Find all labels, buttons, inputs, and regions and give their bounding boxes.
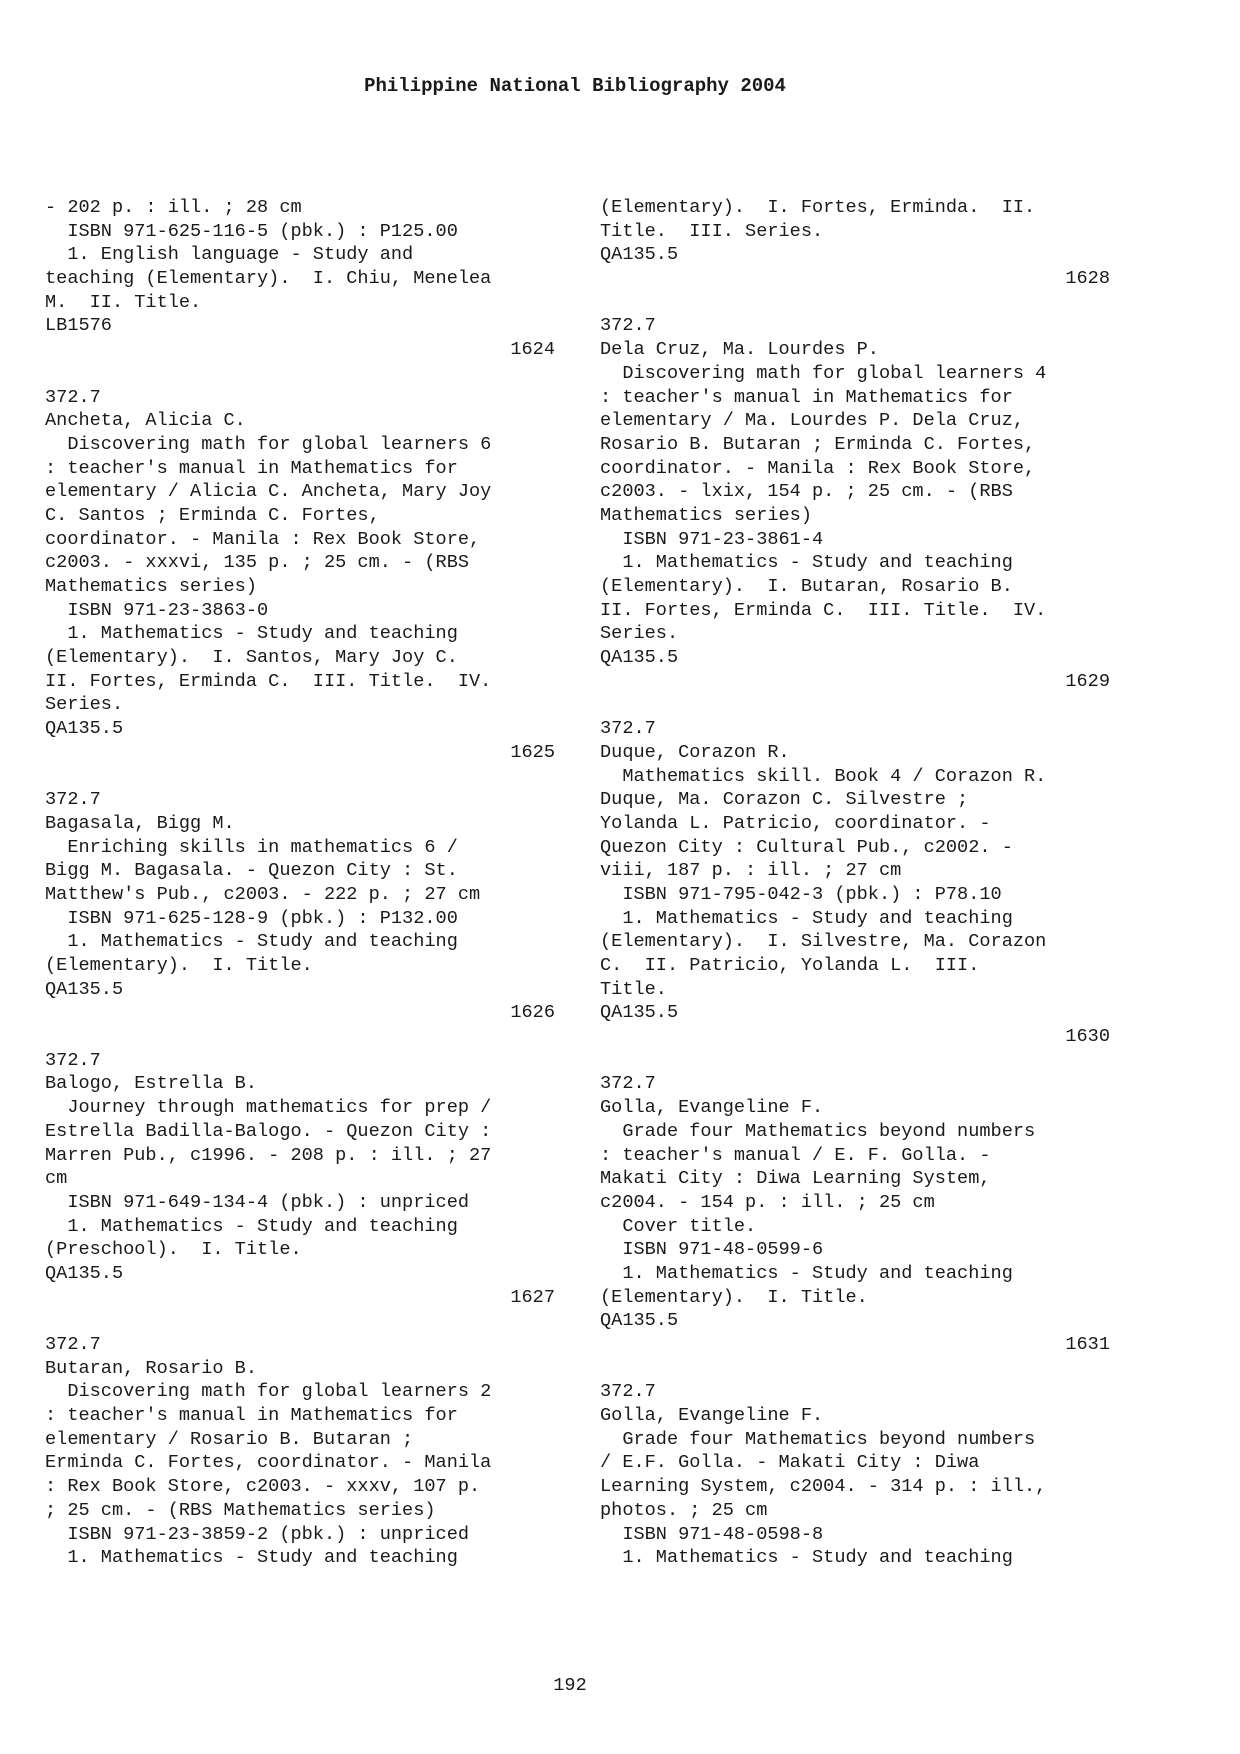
- entry-number: 1630: [1065, 1026, 1110, 1048]
- bibliography-line: C. Santos ; Erminda C. Fortes,: [45, 504, 380, 526]
- bibliography-line: 1. English language - Study and: [45, 244, 414, 266]
- bibliography-line: Bagasala, Bigg M.: [45, 812, 235, 834]
- bibliography-line: Series.: [45, 694, 124, 716]
- bibliography-line: / E.F. Golla. - Makati City : Diwa: [600, 1452, 980, 1474]
- bibliography-line: Journey through mathematics for prep /: [45, 1097, 492, 1119]
- bibliography-line: ISBN 971-23-3863-0: [45, 599, 269, 621]
- bibliography-line: elementary / Alicia C. Ancheta, Mary Joy: [45, 481, 492, 503]
- bibliography-line: Discovering math for global learners 2: [45, 1381, 492, 1403]
- bibliography-line: Ancheta, Alicia C.: [45, 410, 246, 432]
- bibliography-line: 372.7: [600, 1381, 656, 1403]
- entry-number: 1626: [510, 1002, 555, 1024]
- bibliography-line: c2003. - xxxvi, 135 p. ; 25 cm. - (RBS: [45, 552, 470, 574]
- bibliography-line: Discovering math for global learners 4: [600, 362, 1047, 384]
- bibliography-line: Estrella Badilla-Balogo. - Quezon City :: [45, 1120, 492, 1142]
- bibliography-line: C. II. Patricio, Yolanda L. III.: [600, 955, 980, 976]
- bibliography-line: Quezon City : Cultural Pub., c2002. -: [600, 836, 1013, 858]
- bibliography-line: ; 25 cm. - (RBS Mathematics series): [45, 1499, 436, 1521]
- page-number: 192: [553, 1675, 587, 1696]
- bibliography-line: Mathematics skill. Book 4 / Corazon R.: [600, 765, 1047, 787]
- bibliography-line: elementary / Rosario B. Butaran ;: [45, 1428, 414, 1450]
- bibliography-line: ISBN 971-23-3859-2 (pbk.) : unpriced: [45, 1523, 470, 1545]
- bibliography-line: [45, 1309, 555, 1333]
- bibliography-line: 372.7: [45, 1049, 101, 1071]
- bibliography-line: (Elementary). I. Title.: [45, 955, 313, 976]
- bibliography-line: 1. Mathematics - Study and teaching: [45, 1215, 458, 1237]
- bibliography-line: 1. Mathematics - Study and teaching: [600, 1547, 1013, 1569]
- bibliography-line: Dela Cruz, Ma. Lourdes P.: [600, 339, 879, 361]
- bibliography-line: Series.: [600, 623, 679, 645]
- left-column: [45, 196, 555, 1570]
- bibliography-line: Enriching skills in mathematics 6 /: [45, 836, 458, 858]
- bibliography-line: Duque, Ma. Corazon C. Silvestre ;: [600, 789, 969, 811]
- bibliography-line: QA135.5: [45, 718, 124, 740]
- bibliography-line: Erminda C. Fortes, coordinator. - Manila: [45, 1452, 492, 1474]
- entry-number: 1629: [1065, 670, 1110, 692]
- bibliography-line: : teacher's manual in Mathematics for: [45, 457, 458, 479]
- bibliography-line: coordinator. - Manila : Rex Book Store,: [600, 457, 1036, 479]
- bibliography-line: 372.7: [600, 718, 656, 740]
- bibliography-line: 1. Mathematics - Study and teaching: [600, 907, 1013, 929]
- bibliography-line: 372.7: [45, 386, 101, 408]
- bibliography-line: c2003. - lxix, 154 p. ; 25 cm. - (RBS: [600, 481, 1013, 503]
- bibliography-line: Duque, Corazon R.: [600, 741, 790, 763]
- page-title: Philippine National Bibliography 2004: [364, 75, 786, 97]
- bibliography-line: Discovering math for global learners 6: [45, 433, 492, 455]
- bibliography-line: 372.7: [600, 1073, 656, 1095]
- bibliography-line: coordinator. - Manila : Rex Book Store,: [45, 528, 481, 550]
- bibliography-line: Rosario B. Butaran ; Erminda C. Fortes,: [600, 433, 1036, 455]
- bibliography-line: Title.: [600, 978, 667, 1000]
- bibliography-line: Learning System, c2004. - 314 p. : ill.,: [600, 1476, 1047, 1498]
- bibliography-line: QA135.5: [600, 1002, 679, 1024]
- bibliography-line: Mathematics series): [600, 504, 813, 526]
- entry-number: 1624: [510, 339, 555, 361]
- bibliography-line: ISBN 971-625-128-9 (pbk.) : P132.00: [45, 907, 458, 929]
- bibliography-line: viii, 187 p. : ill. ; 27 cm: [600, 860, 902, 882]
- bibliography-line: Balogo, Estrella B.: [45, 1073, 258, 1095]
- bibliography-line: : teacher's manual / E. F. Golla. -: [600, 1144, 991, 1166]
- bibliography-line: [600, 1357, 1110, 1381]
- bibliography-line: ISBN 971-625-116-5 (pbk.) : P125.00: [45, 220, 458, 242]
- entry-number: 1631: [1065, 1334, 1110, 1355]
- bibliography-line: - 202 p. : ill. ; 28 cm: [45, 197, 302, 218]
- bibliography-line: [45, 362, 555, 386]
- bibliography-line: 1. Mathematics - Study and teaching: [600, 1262, 1013, 1284]
- bibliography-line: : teacher's manual in Mathematics for: [45, 1405, 458, 1427]
- bibliography-line: QA135.5: [600, 647, 679, 669]
- bibliography-line: c2004. - 154 p. : ill. ; 25 cm: [600, 1191, 935, 1213]
- bibliography-line: [45, 1025, 555, 1049]
- bibliography-line: QA135.5: [600, 1310, 679, 1332]
- bibliography-line: Title. III. Series.: [600, 220, 824, 242]
- bibliography-line: teaching (Elementary). I. Chiu, Menelea: [45, 268, 492, 290]
- bibliography-line: (Elementary). I. Silvestre, Ma. Corazon: [600, 931, 1047, 953]
- bibliography-line: ISBN 971-649-134-4 (pbk.) : unpriced: [45, 1191, 470, 1213]
- bibliography-line: Grade four Mathematics beyond numbers: [600, 1120, 1036, 1142]
- bibliography-line: cm: [45, 1168, 68, 1190]
- bibliography-line: 372.7: [45, 789, 101, 811]
- bibliography-line: Matthew's Pub., c2003. - 222 p. ; 27 cm: [45, 883, 481, 905]
- entry-number: 1627: [510, 1286, 555, 1308]
- bibliography-line: 372.7: [45, 1334, 101, 1355]
- right-column: [600, 196, 1110, 1570]
- bibliography-line: 1. Mathematics - Study and teaching: [45, 623, 458, 645]
- bibliography-line: II. Fortes, Erminda C. III. Title. IV.: [45, 670, 492, 692]
- bibliography-line: (Elementary). I. Title.: [600, 1286, 868, 1308]
- bibliography-line: Marren Pub., c1996. - 208 p. : ill. ; 27: [45, 1144, 492, 1166]
- bibliography-line: 372.7: [600, 315, 656, 337]
- bibliography-line: Butaran, Rosario B.: [45, 1357, 258, 1379]
- bibliography-line: photos. ; 25 cm: [600, 1499, 768, 1521]
- bibliography-line: (Preschool). I. Title.: [45, 1239, 302, 1261]
- bibliography-line: [45, 765, 555, 789]
- bibliography-line: 1. Mathematics - Study and teaching: [45, 931, 458, 953]
- bibliography-line: QA135.5: [600, 244, 679, 266]
- bibliography-line: elementary / Ma. Lourdes P. Dela Cruz,: [600, 410, 1025, 432]
- bibliography-line: [600, 693, 1110, 717]
- bibliography-line: Golla, Evangeline F.: [600, 1097, 824, 1119]
- bibliography-line: Makati City : Diwa Learning System,: [600, 1168, 991, 1190]
- bibliography-line: M. II. Title.: [45, 291, 202, 313]
- bibliography-line: [600, 1049, 1110, 1073]
- bibliography-line: Golla, Evangeline F.: [600, 1405, 824, 1427]
- entry-number: 1625: [510, 741, 555, 763]
- bibliography-line: (Elementary). I. Fortes, Erminda. II.: [600, 197, 1036, 218]
- bibliography-line: (Elementary). I. Butaran, Rosario B.: [600, 576, 1013, 597]
- bibliography-line: ISBN 971-23-3861-4: [600, 528, 824, 550]
- bibliography-line: Mathematics series): [45, 576, 258, 597]
- bibliography-line: II. Fortes, Erminda C. III. Title. IV.: [600, 599, 1047, 621]
- bibliography-line: ISBN 971-48-0598-8: [600, 1523, 824, 1545]
- bibliography-line: ISBN 971-795-042-3 (pbk.) : P78.10: [600, 883, 1002, 905]
- bibliography-line: [600, 291, 1110, 315]
- entry-number: 1628: [1065, 268, 1110, 290]
- bibliography-line: QA135.5: [45, 978, 124, 1000]
- bibliography-line: Bigg M. Bagasala. - Quezon City : St.: [45, 860, 458, 882]
- bibliography-line: 1. Mathematics - Study and teaching: [45, 1547, 458, 1569]
- bibliography-line: (Elementary). I. Santos, Mary Joy C.: [45, 647, 458, 669]
- bibliography-line: Yolanda L. Patricio, coordinator. -: [600, 812, 991, 834]
- bibliography-line: ISBN 971-48-0599-6: [600, 1239, 824, 1261]
- bibliography-line: Cover title.: [600, 1215, 757, 1237]
- bibliography-line: : Rex Book Store, c2003. - xxxv, 107 p.: [45, 1476, 481, 1498]
- bibliography-line: Grade four Mathematics beyond numbers: [600, 1428, 1036, 1450]
- bibliography-line: LB1576: [45, 315, 112, 337]
- bibliography-line: QA135.5: [45, 1262, 124, 1284]
- bibliography-line: : teacher's manual in Mathematics for: [600, 386, 1013, 408]
- bibliography-line: 1. Mathematics - Study and teaching: [600, 552, 1013, 574]
